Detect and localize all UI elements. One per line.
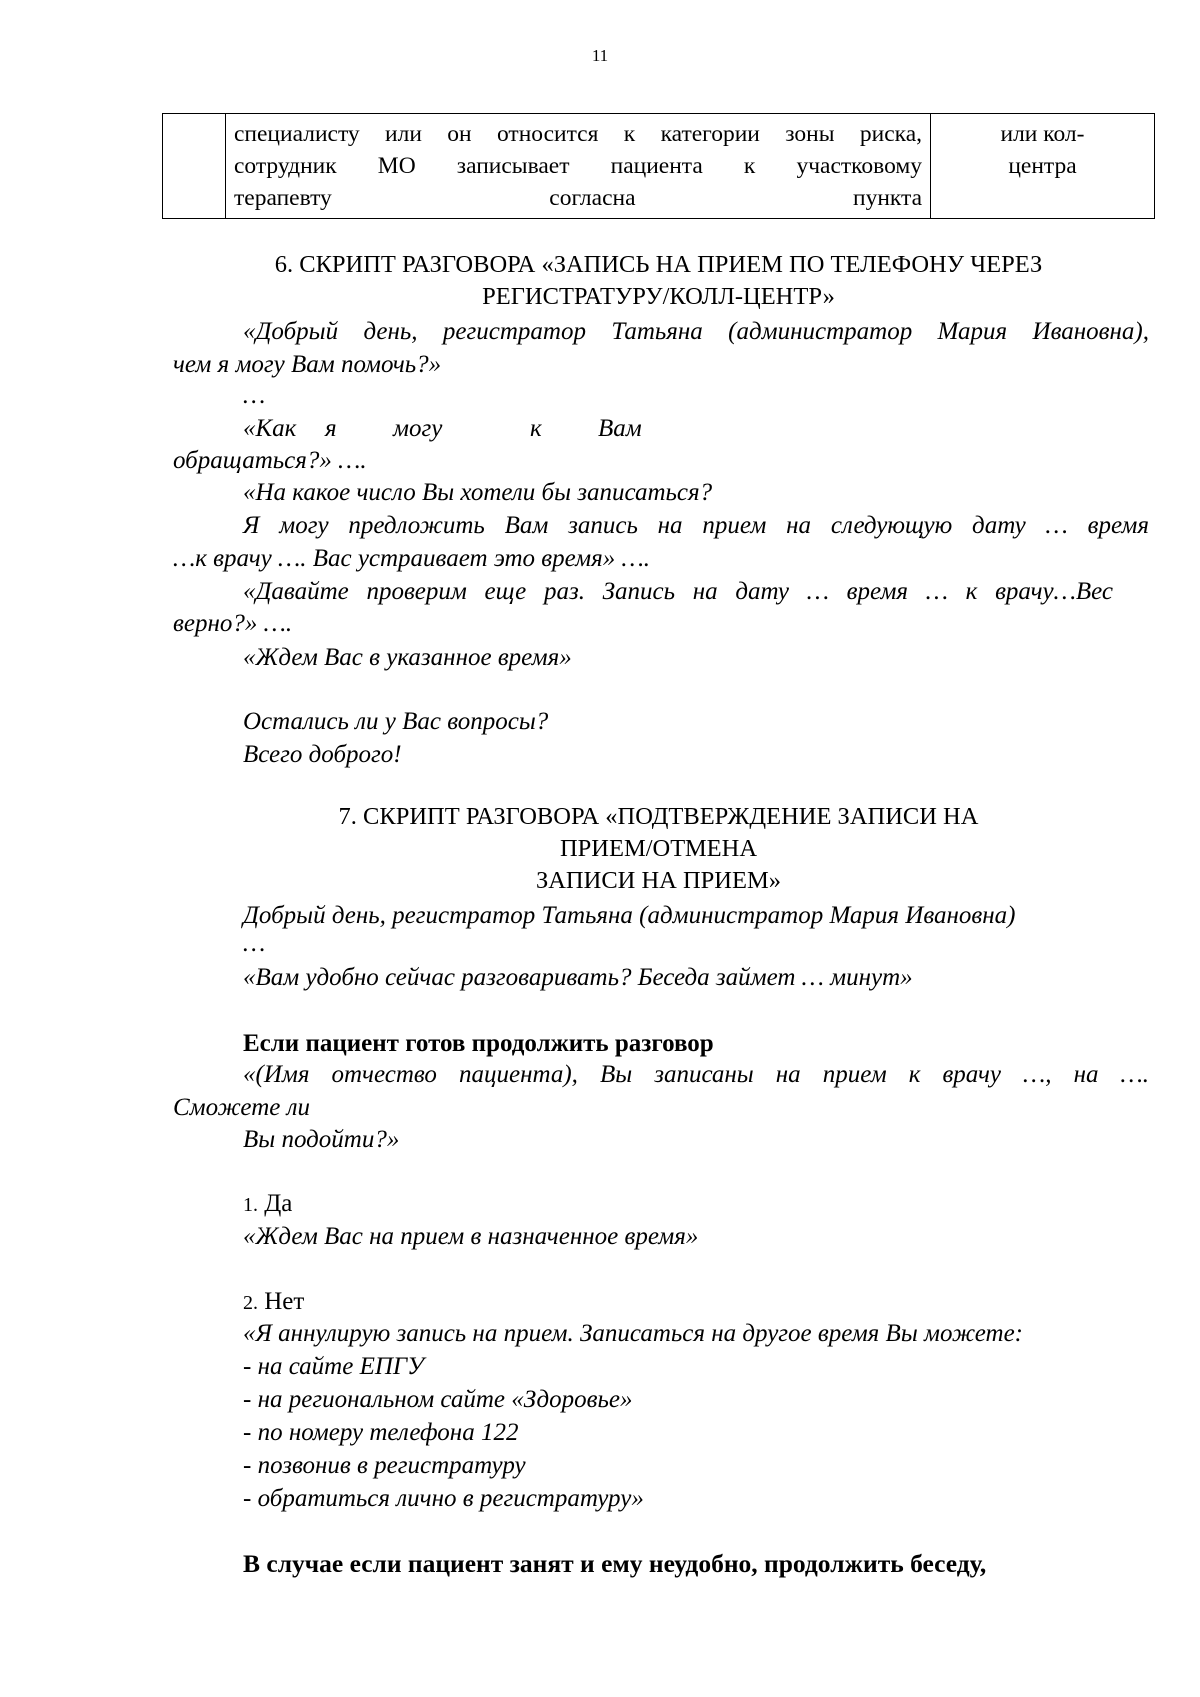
verify-line-1: «Давайте проверим еще раз. Запись на дату … время … к врачу…Вес — [243, 578, 1113, 605]
greeting-line-2: чем я могу Вам помочь?» — [173, 351, 442, 378]
questions-phrase: Остались ли у Вас вопросы? — [243, 708, 549, 735]
option-no-number: 2. — [243, 1292, 258, 1314]
table-cell-text-line: сотрудник МО записывает пациента к участковому — [234, 153, 922, 179]
ellipsis-2: … — [243, 930, 266, 957]
option-yes — [243, 1188, 292, 1221]
section-6-title-line-1: 6. СКРИПТ РАЗГОВОРА «ЗАПИСЬ НА ПРИЕМ ПО ТЕЛЕФОНУ ЧЕРЕЗ — [274, 251, 1043, 278]
ask-name-word: Вам — [598, 415, 642, 442]
option-no — [243, 1286, 304, 1319]
confirm-line-2: Сможете ли — [173, 1094, 310, 1121]
greeting-7: Добрый день, регистратор Татьяна (администратор Мария Ивановна) — [243, 902, 1016, 929]
ask-name-word: к — [530, 415, 542, 442]
continuation-table — [162, 113, 1155, 219]
ask-name-line-2: обращаться?» …. — [173, 447, 367, 474]
ask-name-word: «Как — [243, 415, 297, 442]
list-item: - обратиться лично в регистратуру» — [243, 1485, 644, 1512]
bold-subheading-busy: В случае если пациент занят и ему неудобно, продолжить беседу, — [243, 1549, 987, 1578]
table-cell-source-line: центра — [1008, 153, 1077, 179]
yes-reply: «Ждем Вас на прием в назначенное время» — [243, 1223, 699, 1250]
bold-subheading-ready: Если пациент готов продолжить разговор — [243, 1030, 714, 1057]
table-cell-source-line: или кол- — [1000, 121, 1085, 147]
table-cell-text-line: терапевту согласна пункта — [234, 185, 922, 211]
table-cell-number — [163, 114, 226, 219]
section-7-title-line-2: ПРИЕМ/ОТМЕНА — [559, 835, 758, 862]
option-no-label: Нет — [264, 1288, 305, 1315]
table-row — [163, 114, 1155, 219]
ask-name-word: могу — [393, 415, 443, 442]
list-item: - на региональном сайте «Здоровье» — [243, 1386, 633, 1413]
offer-line-2: …к врачу …. Вас устраивает это время» …. — [173, 545, 650, 572]
ask-name-word: я — [325, 415, 337, 442]
section-7-title-line-3: ЗАПИСИ НА ПРИЕМ» — [535, 867, 782, 894]
verify-line-2: верно?» …. — [173, 610, 293, 637]
list-item: - по номеру телефона 122 — [243, 1419, 519, 1446]
confirm-line-1: «(Имя отчество пациента), Вы записаны на прием к врачу …, на …. — [243, 1061, 1149, 1088]
confirm-line-3: Вы подойти?» — [243, 1126, 400, 1153]
offer-line-1: Я могу предложить Вам запись на прием на следующую дату … время — [243, 512, 1149, 539]
table-cell-source — [931, 114, 1155, 219]
list-item: - на сайте ЕПГУ — [243, 1353, 424, 1380]
table-cell-text — [226, 114, 931, 219]
list-item: - позвонив в регистратуру — [243, 1452, 526, 1479]
table-cell-text-line: специалисту или он относится к категории зоны риска, — [234, 121, 922, 147]
section-6-title-line-2: РЕГИСТРАТУРУ/КОЛЛ-ЦЕНТР» — [482, 283, 835, 310]
option-yes-label: Да — [264, 1190, 293, 1217]
no-reply: «Я аннулирую запись на прием. Записаться на другое время Вы можете: — [243, 1320, 1024, 1347]
option-yes-number: 1. — [243, 1194, 258, 1216]
section-7-title-line-1: 7. СКРИПТ РАЗГОВОРА «ПОДТВЕРЖДЕНИЕ ЗАПИСИ НА — [338, 803, 979, 830]
wait-phrase: «Ждем Вас в указанное время» — [243, 644, 572, 671]
convenient-question: «Вам удобно сейчас разговаривать? Беседа займет … минут» — [243, 964, 913, 991]
greeting-line-1: «Добрый день, регистратор Татьяна (администратор Мария Ивановна), — [243, 318, 1149, 345]
page-number: 11 — [591, 46, 609, 65]
goodbye-phrase: Всего доброго! — [243, 741, 402, 768]
ask-date: «На какое число Вы хотели бы записаться? — [243, 479, 713, 506]
ellipsis-1: … — [243, 382, 266, 409]
